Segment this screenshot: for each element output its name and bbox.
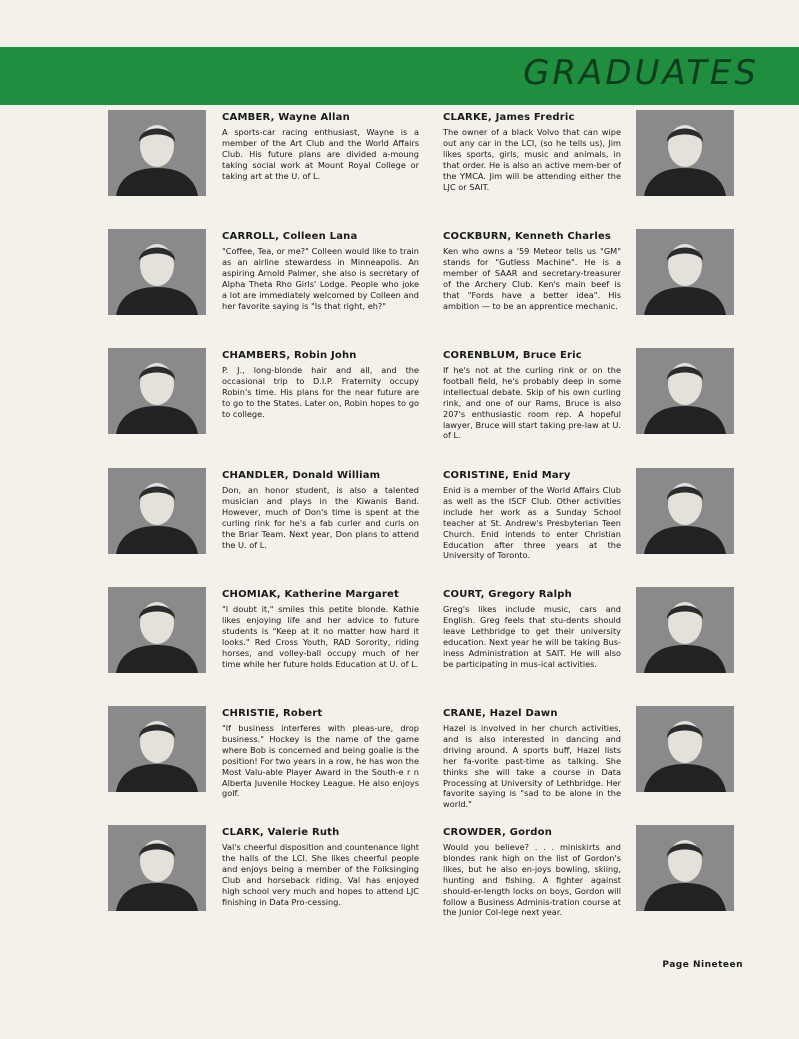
graduate-photo: [108, 468, 206, 554]
portrait-silhouette-icon: [108, 706, 206, 792]
graduate-photo: [636, 825, 734, 911]
graduate-photo: [636, 706, 734, 792]
graduate-name: CHRISTIE, Robert: [222, 708, 323, 719]
portrait-silhouette-icon: [636, 825, 734, 911]
graduate-bio: Enid is a member of the World Affairs Club as well as the ISCF Club. Other activities include her work as a Sunday School teacher at St. Andrew's Presbyterian Teen Church. Enid intends to enter Christian Education after three years at the University of Toronto.: [443, 485, 621, 561]
graduate-bio: Ken who owns a '59 Meteor tells us "GM" stands for "Gutless Machine". He is a member of SAAR and secretary-treasurer of the Archery Club. Ken's main beef is that "Fords have a better idea". His ambition — to be an apprentice mechanic.: [443, 246, 621, 311]
graduate-bio: Would you believe? . . . miniskirts and blondes rank high on the list of Gordon's likes, but he also en-joys bowling, skiing, hunting and fishing. A fighter against should-er-length locks on boys, Gordon will follow a Business Adminis-tration course at the Junior Col-lege next year.: [443, 842, 621, 918]
portrait-silhouette-icon: [108, 110, 206, 196]
portrait-silhouette-icon: [636, 110, 734, 196]
graduate-bio: "I doubt it," smiles this petite blonde. Kathie likes enjoying life and her advice to future students is "Keep at it no matter how hard it looks." Red Cross Youth, RAD Sorority, riding horses, and volley-ball occupy much of her time while her future holds Education at U. of L.: [222, 604, 419, 669]
graduate-photo: [108, 229, 206, 315]
portrait-silhouette-icon: [108, 587, 206, 673]
graduate-name: COURT, Gregory Ralph: [443, 589, 572, 600]
graduate-entry: [443, 825, 799, 944]
graduate-photo: [636, 229, 734, 315]
graduate-entry: [108, 110, 488, 229]
portrait-silhouette-icon: [108, 348, 206, 434]
graduate-photo: [108, 706, 206, 792]
graduate-entry: [108, 825, 488, 944]
graduate-bio: "Coffee, Tea, or me?" Colleen would like to train as an airline stewardess in Minneapolis. An aspiring Arnold Palmer, she also is secretary of Alpha Theta Rho Girls' Lodge. People who joke a lot are immediately welcomed by Colleen and her favorite saying is "Is that right, eh?": [222, 246, 419, 311]
graduate-bio: Val's cheerful disposition and countenance light the halls of the LCI. She likes cheerful people and enjoys being a member of the Folksinging Club and horseback riding. Val has enjoyed high school very much and hopes to attend LJC finishing in Data Pro-cessing.: [222, 842, 419, 907]
graduate-entry: [108, 348, 488, 467]
portrait-silhouette-icon: [108, 468, 206, 554]
graduate-entry: [443, 587, 799, 706]
graduate-entry: [443, 468, 799, 587]
graduate-bio: Don, an honor student, is also a talented musician and plays in the Kiwanis Band. However, much of Don's time is spent at the curling rink for he's a fab curler and curls on the Briar Team. Next year, Don plans to attend the U. of L.: [222, 485, 419, 550]
graduate-entry: [108, 587, 488, 706]
graduate-name: CROWDER, Gordon: [443, 827, 553, 838]
graduate-name: CHAMBERS, Robin John: [222, 350, 357, 361]
portrait-silhouette-icon: [636, 229, 734, 315]
graduate-bio: Greg's likes include music, cars and English. Greg feels that stu-dents should leave Lethbridge to get their university education. Next year he will be taking Bus-iness Administration at SAIT. He will also be participating in mus-ical activities.: [443, 604, 621, 669]
graduate-bio: "If business interferes with pleas-ure, drop business." Hockey is the name of the game where Bob is concerned and being goalie is the position! For two years in a row, he has won the Most Valu-able Player Award in the South-e r n Alberta Juvenile Hockey League. He also enjoys golf.: [222, 723, 419, 799]
header-banner: [0, 47, 799, 105]
graduate-name: CRANE, Hazel Dawn: [443, 708, 558, 719]
graduate-photo: [108, 587, 206, 673]
graduate-name: CORENBLUM, Bruce Eric: [443, 350, 582, 361]
portrait-silhouette-icon: [636, 587, 734, 673]
graduate-bio: P. J., long-blonde hair and all, and the occasional trip to D.I.P. Fraternity occupy Robin's time. His plans for the near future are to go to the States. Later on, Robin hopes to go to college.: [222, 365, 419, 419]
graduate-name: CHANDLER, Donald William: [222, 470, 381, 481]
graduate-bio: A sports-car racing enthusiast, Wayne is a member of the Art Club and the World Affairs Club. His future plans are divided a-moung taking social work at Mount Royal College or taking art at the U. of L.: [222, 127, 419, 181]
graduate-bio: If he's not at the curling rink or on the football field, he's probably deep in some intellectual debate. Skip of his own curling rink, and one of our Rams, Bruce is also 207's enthusiastic room rep. A hopeful lawyer, Bruce will start taking pre-law at U. of L.: [443, 365, 621, 441]
page-title: GRADUATES: [523, 53, 759, 93]
graduate-name: CHOMIAK, Katherine Margaret: [222, 589, 400, 600]
graduate-entry: [108, 229, 488, 348]
graduate-bio: The owner of a black Volvo that can wipe out any car in the LCI, (so he tells us), Jim likes sports, girls, music and animals, in that order. He is also an active mem-ber of the YMCA. Jim will be attending either the LJC or SAIT.: [443, 127, 621, 192]
graduate-name: CLARKE, James Fredric: [443, 112, 575, 123]
graduate-photo: [108, 825, 206, 911]
graduate-photo: [636, 348, 734, 434]
portrait-silhouette-icon: [108, 229, 206, 315]
graduate-photo: [108, 348, 206, 434]
portrait-silhouette-icon: [636, 468, 734, 554]
graduate-name: COCKBURN, Kenneth Charles: [443, 231, 612, 242]
graduate-entry: [443, 110, 799, 229]
graduate-photo: [108, 110, 206, 196]
portrait-silhouette-icon: [636, 706, 734, 792]
graduate-name: CLARK, Valerie Ruth: [222, 827, 340, 838]
graduate-bio: Hazel is involved in her church activities, and is also interested in dancing and driving around. A sports buff, Hazel lists her fa-vorite past-time as talking. She thinks she will take a course in Data Processing at University of Lethbridge. Her favorite saying is "sad to be alone in the world.": [443, 723, 621, 810]
graduate-name: CORISTINE, Enid Mary: [443, 470, 571, 481]
graduate-entry: [108, 706, 488, 825]
graduate-entry: [443, 706, 799, 825]
portrait-silhouette-icon: [108, 825, 206, 911]
graduate-entry: [443, 229, 799, 348]
graduate-entry: [443, 348, 799, 467]
graduate-photo: [636, 468, 734, 554]
page-number: Page Nineteen: [662, 960, 743, 970]
graduate-entry: [108, 468, 488, 587]
graduate-photo: [636, 110, 734, 196]
graduate-photo: [636, 587, 734, 673]
graduate-name: CAMBER, Wayne Allan: [222, 112, 350, 123]
portrait-silhouette-icon: [636, 348, 734, 434]
graduate-name: CARROLL, Colleen Lana: [222, 231, 358, 242]
